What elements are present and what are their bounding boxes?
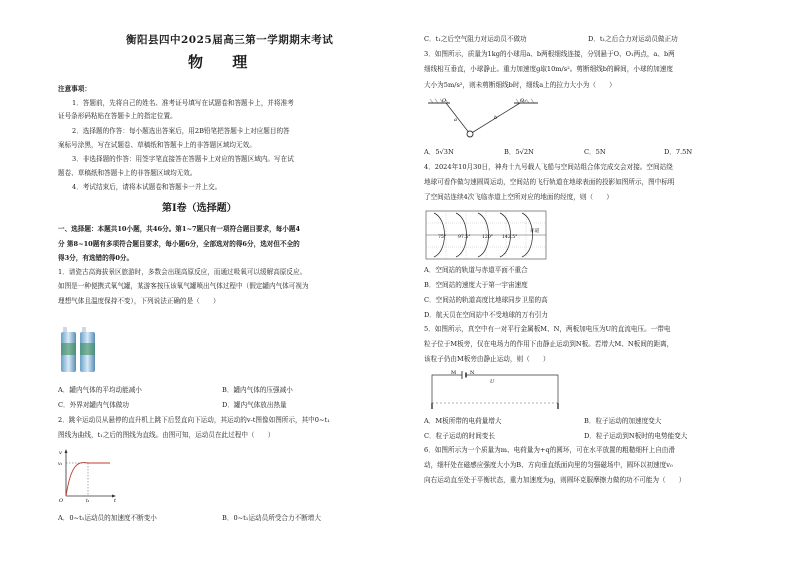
- q2-option-d[interactable]: D．t₁之后合力对运动员做正功: [588, 35, 678, 43]
- q3-stem: 细线相互垂直，小球静止。重力加速度g取10m/s²。剪断细线b的瞬间，小球的加速度: [424, 65, 673, 73]
- q6-stem: 向右运动直至处于平衡状态，重力加速度为g，则圆环克服摩擦力做的功不可能为（ ）: [424, 476, 686, 484]
- q6-stem: 动，细杆处在磁感应强度大小为B、方向垂直纸面向里的匀强磁场中，圆环以初速度v₀: [424, 461, 673, 469]
- q2-stem: 2．跳伞运动员从悬停的直升机上跳下后竖直向下运动，其运动的v-t图像如图所示，其中0~t₁: [58, 416, 330, 424]
- q4-longitude-label: 120°: [482, 235, 494, 240]
- q3-stem: 3．如图所示，质量为1kg的小球用a、b两根细线连接，分别悬于O、O₁两点，a、b两: [424, 50, 675, 58]
- subject-title: 物 理: [188, 53, 260, 71]
- q3-string-ball-figure: [428, 97, 538, 142]
- q4-option-d[interactable]: D．航天员在空间站中不受地球的万有引力: [424, 311, 548, 319]
- notice-line: 案标号涂黑，写在试题卷、草稿纸和答题卡上的非答题区域均无效。: [58, 141, 256, 149]
- exam-title: 衡阳县四中2025届高三第一学期期末考试: [126, 34, 334, 46]
- q2-graph-v-axis-label: v: [59, 450, 62, 456]
- notice-line: 4．考试结束后，请将本试题卷和答题卡一并上交。: [72, 183, 222, 191]
- q3-point-o1-label: O₁: [520, 98, 527, 104]
- q4-longitude-label: 97.5°: [458, 235, 471, 240]
- q4-ground-track-figure: [426, 211, 546, 259]
- q3-point-o-label: O: [442, 98, 447, 104]
- q5-plate-n-label: N: [470, 370, 475, 376]
- notice-line: 证号条形码粘贴在答题卡上的指定位置。: [58, 112, 177, 120]
- q6-stem: 6．如图所示为一个质量为m、电荷量为+q的圆环，可在水平放置的粗糙细杆上自由滑: [424, 446, 675, 454]
- q5-stem: 该粒子仍由M板旁由静止运动，则（ ）: [424, 355, 550, 363]
- q5-option-d[interactable]: D．粒子运动到N板时的电势能变大: [584, 432, 688, 440]
- q2-graph-t-axis-label: t: [114, 498, 117, 504]
- q5-option-a[interactable]: A．M板所带的电荷量增大: [424, 417, 502, 425]
- section-intro: 得3分，有选错的得0分。: [58, 254, 134, 262]
- q2-graph-origin-label: O: [59, 498, 64, 504]
- q4-longitude-label: 142.5°: [502, 235, 518, 240]
- q3-option-b[interactable]: B．5√2N: [504, 148, 534, 156]
- notice-line: 题卷、草稿纸和答题卡上的非答题区域均无效。: [58, 169, 197, 177]
- q4-option-b[interactable]: B．空间站的速度大于第一宇宙速度: [424, 281, 528, 289]
- q2-graph-v1-label: v₁: [58, 462, 63, 467]
- notice-line: 2．选择题的作答：每小题选出答案后，用2B铅笔把答题卡上对应题目的答: [72, 127, 290, 135]
- q1-stem: 如图是一种便携式氧气罐，某游客按压该氧气罐喷出气体过程中（假定罐内气体可视为: [58, 282, 309, 290]
- q4-option-c[interactable]: C．空间站的轨道高度比地球同步卫星的高: [424, 296, 548, 304]
- q3-string-a-label: a: [454, 117, 457, 123]
- q1-option-d[interactable]: D．罐内气体放出热量: [222, 401, 287, 409]
- q3-stem: 大小为5m/s²，则未剪断细线b时，细线a上的拉力大小为（ ）: [424, 81, 616, 89]
- q2-graph-t1-label: t₁: [86, 499, 90, 504]
- q5-option-b[interactable]: B．粒子运动的加速度变大: [584, 417, 662, 425]
- q2-stem: 图线为曲线，t₁之后的图线为直线。由图可知，运动员在此过程中（ ）: [58, 431, 275, 439]
- q1-option-c[interactable]: C．外界对罐内气体做功: [58, 401, 129, 409]
- q4-stem: 4．2024年10月30日，神舟十九号载人飞船与空间站组合体完成交会对接。空间站绕: [424, 163, 673, 171]
- q3-string-b-label: b: [494, 115, 498, 121]
- oxygen-can-image: [60, 323, 100, 373]
- q4-longitude-label: 75°: [438, 235, 447, 240]
- q4-stem: 地球可看作做匀速圆周运动，空间站的飞行轨道在地球表面的投影如图所示，图中标明: [424, 178, 675, 186]
- q2-option-a[interactable]: A．0~t₁运动员的加速度不断变小: [58, 514, 157, 522]
- q2-vt-graph: [58, 448, 118, 504]
- q1-option-a[interactable]: A．罐内气体的平均动能减小: [58, 386, 142, 394]
- q2-option-b[interactable]: B．0~t₁运动员所受合力不断增大: [222, 514, 321, 522]
- q3-option-c[interactable]: C．5N: [584, 148, 606, 156]
- q4-equator-label: 赤道: [530, 229, 540, 234]
- q1-stem: 理想气体且温度保持不变），下列说法正确的是（ ）: [58, 297, 220, 305]
- q4-stem: 了空间站连续4次飞临赤道上空所对应的地面的经度，则（ ）: [424, 193, 613, 201]
- q4-option-a[interactable]: A．空间站的轨道与赤道平面不重合: [424, 266, 528, 274]
- notice-line: 3．非选择题的作答：用签字笔直接答在答题卡上对应的答题区域内。写在试: [72, 155, 294, 163]
- q5-capacitor-circuit-figure: [426, 369, 566, 411]
- section-title: 第Ⅰ卷（选择题）: [162, 203, 237, 214]
- section-intro: 一、选择题：本题共10小题，共46分。第1~7题只有一项符合题目要求，每小题4: [58, 225, 301, 233]
- notice-line: 1．答题前，先将自己的姓名、准考证号填写在试题卷和答题卡上，并将准考: [72, 99, 294, 107]
- q3-option-a[interactable]: A．5√3N: [424, 148, 454, 156]
- q1-option-b[interactable]: B．罐内气体的压强减小: [222, 386, 293, 394]
- q3-option-d[interactable]: D．7.5N: [664, 148, 693, 156]
- q5-plate-m-label: M: [451, 370, 457, 376]
- q1-stem: 1．谱瓷古高海拔景区旅游时，多数会出现高原反应，而通过吸氧可以缓解高原反应。: [58, 268, 307, 276]
- notice-heading: 注意事项：: [58, 85, 91, 93]
- section-intro: 分 第8~10题有多项符合题目要求，每小题6分，全部选对的得6分，选对但不全的: [58, 240, 300, 248]
- q5-stem: 粒子位于M板旁，仅在电场力的作用下由静止运动到N板。若增大M、N板间的距离，: [424, 340, 674, 348]
- q5-option-c[interactable]: C．粒子运动的时间变长: [424, 432, 495, 440]
- q5-voltage-label: U: [490, 379, 495, 385]
- q5-stem: 5．如图所示，真空中有一对平行金属板M、N，两板加电压为U的直流电压。一带电: [424, 325, 671, 333]
- q2-option-c[interactable]: C．t₁之后空气阻力对运动员不做功: [424, 35, 527, 43]
